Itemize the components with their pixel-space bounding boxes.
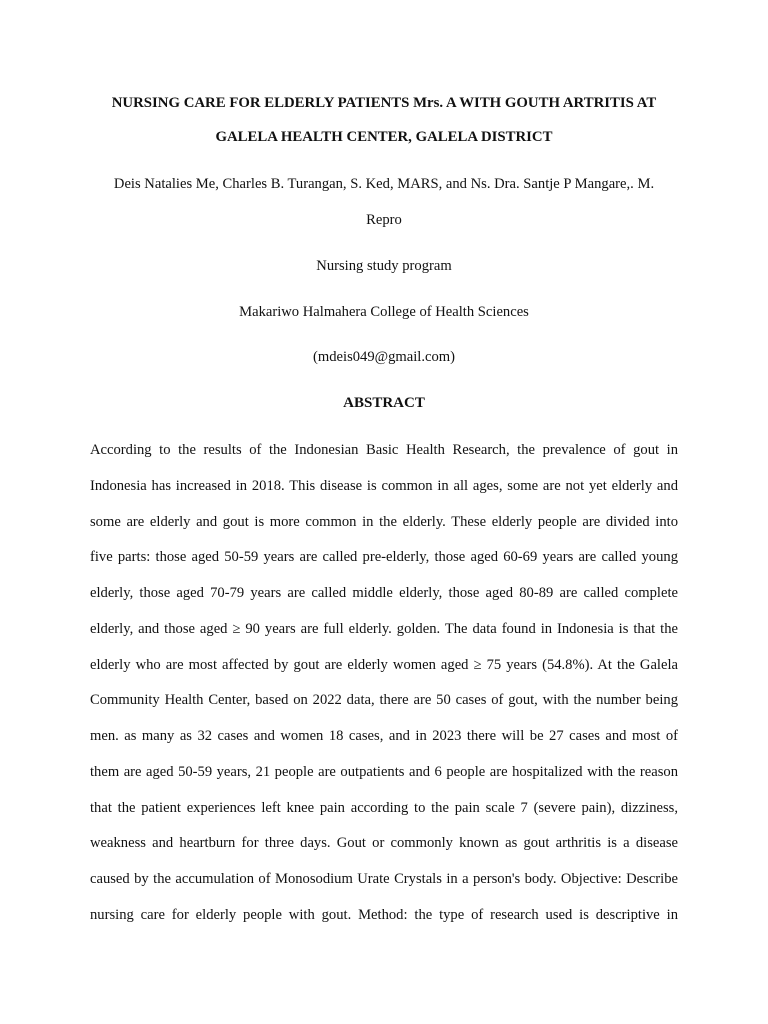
author-line-2: Repro (366, 212, 402, 228)
abstract-line: them are aged 50-59 years, 21 people are outpatients and 6 people are hospitalized with the reason (90, 764, 678, 780)
abstract-line: caused by the accumulation of Monosodium Urate Crystals in a person's body. Objective: Describe (90, 871, 678, 887)
program-name: Nursing study program (316, 258, 452, 274)
abstract-line: five parts: those aged 50-59 years are called pre-elderly, those aged 60-69 years are called young (90, 549, 678, 565)
abstract-line: Community Health Center, based on 2022 data, there are 50 cases of gout, with the number being (90, 692, 678, 708)
abstract-line: nursing care for elderly people with gout. Method: the type of research used is descriptive in (90, 907, 678, 923)
abstract-line: Indonesia has increased in 2018. This disease is common in all ages, some are not yet elderly and (90, 478, 678, 494)
abstract-line: elderly, and those aged ≥ 90 years are full elderly. golden. The data found in Indonesia is that the (90, 621, 678, 637)
paper-title-line-2: GALELA HEALTH CENTER, GALELA DISTRICT (215, 129, 553, 145)
abstract-line: that the patient experiences left knee pain according to the pain scale 7 (severe pain), dizziness, (90, 800, 678, 816)
abstract-line: elderly who are most affected by gout are elderly women aged ≥ 75 years (54.8%). At the Galela (90, 657, 678, 673)
contact-email: (mdeis049@gmail.com) (313, 349, 455, 365)
institution-name: Makariwo Halmahera College of Health Sciences (239, 304, 529, 320)
abstract-line: some are elderly and gout is more common in the elderly. These elderly people are divided into (90, 514, 678, 530)
abstract-line: weakness and heartburn for three days. Gout or commonly known as gout arthritis is a disease (90, 835, 678, 851)
author-line-1: Deis Natalies Me, Charles B. Turangan, S. Ked, MARS, and Ns. Dra. Santje P Mangare,. M. (113, 176, 655, 192)
abstract-line: men. as many as 32 cases and women 18 cases, and in 2023 there will be 27 cases and most of (90, 728, 678, 744)
abstract-line: elderly, those aged 70-79 years are called middle elderly, those aged 80-89 are called complete (90, 585, 678, 601)
abstract-line: According to the results of the Indonesian Basic Health Research, the prevalence of gout in (90, 442, 678, 458)
paper-title-line-1: NURSING CARE FOR ELDERLY PATIENTS Mrs. A WITH GOUTH ARTRITIS AT (111, 95, 657, 111)
abstract-heading: ABSTRACT (343, 395, 425, 411)
